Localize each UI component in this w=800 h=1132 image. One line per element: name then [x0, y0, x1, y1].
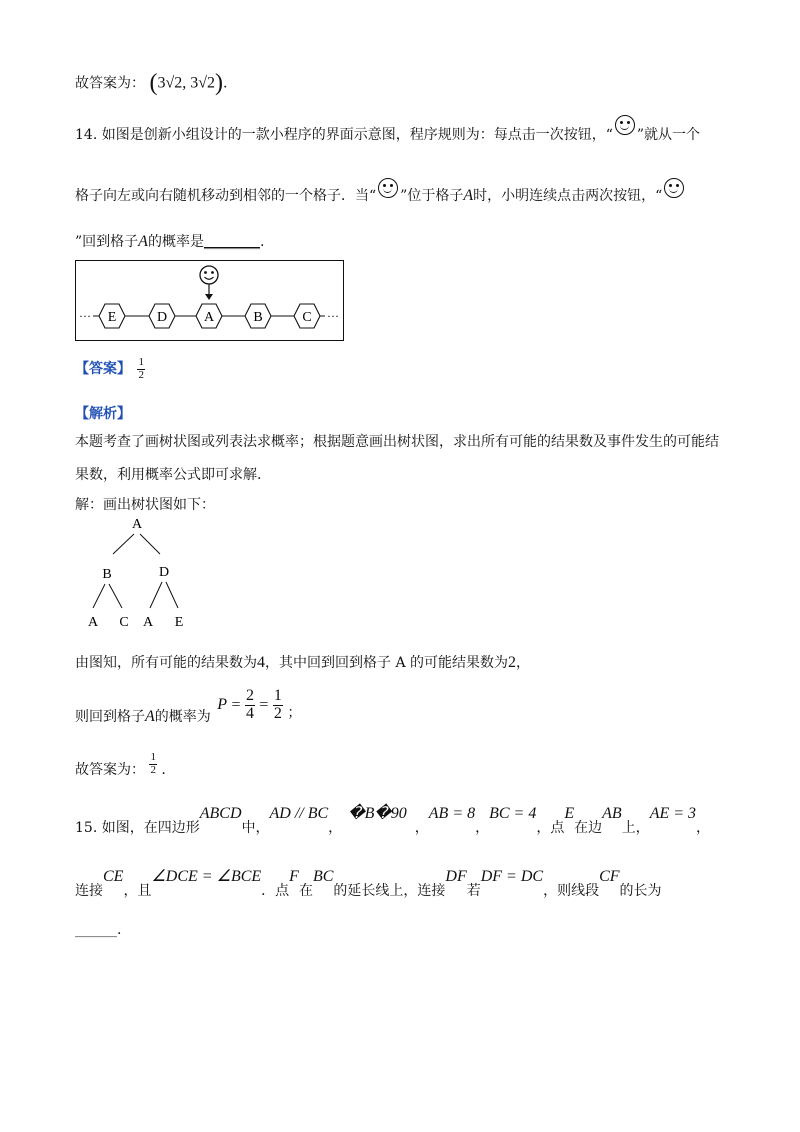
analysis-text: ，其中回到回到格子 A 的可能结果数为 [265, 655, 509, 671]
arrow-down-icon [205, 284, 213, 300]
tree-branch [140, 534, 160, 554]
q14-line-2 [75, 185, 686, 206]
q15-text: 若 [466, 883, 481, 899]
cell-label-a: A [463, 187, 474, 204]
analysis-text: 则回到格子 [75, 709, 145, 726]
prev-answer-prefix: 故答案为： [75, 75, 145, 92]
analysis-tag: 【解析】 [75, 406, 131, 422]
q14-line-1 [75, 124, 700, 145]
analysis-text: 的概率为 [154, 709, 211, 726]
prev-answer-value: 3√2, 3√2 [157, 74, 216, 92]
tree-leaf: C [119, 615, 129, 630]
probability-line [75, 687, 302, 726]
fraction-numerator: 1 [138, 356, 144, 368]
tree-branch [150, 582, 162, 608]
right-paren: ) [215, 70, 224, 96]
tree-leaf: A [142, 615, 154, 630]
answer-fraction [149, 752, 157, 776]
q15-text: 15. 如图，在四边形 [75, 820, 200, 836]
equals-sign: = [259, 696, 269, 714]
hex-label: E [107, 310, 117, 325]
probability-tree [80, 512, 200, 636]
q14-line-3 [75, 231, 264, 251]
tree-branch [166, 582, 178, 608]
fraction-numerator: 2 [245, 687, 254, 704]
tree-branch [109, 584, 122, 608]
angle-condition: �B�90 [348, 805, 407, 822]
q15-text: 连接 [75, 883, 103, 899]
q14-text: 时，小明连续点击两次按钮，“ [473, 188, 663, 204]
q14-text: ”就从一个 [636, 127, 701, 143]
tree-leaf: A [87, 615, 99, 630]
q15-text: ．点 [261, 883, 290, 899]
tree-node: D [158, 565, 170, 580]
q15-text: 在边 [574, 820, 603, 836]
analysis-text: 由图知，所有可能的结果数为 [75, 655, 257, 671]
hex-label: A [203, 310, 215, 325]
prev-answer-period: . [223, 75, 228, 92]
fraction-denominator: 4 [245, 704, 254, 722]
answer-line [75, 357, 145, 381]
side-ab: AB [602, 805, 622, 822]
prev-answer-line [75, 70, 227, 97]
tree-branch [113, 534, 134, 554]
q15-text: ，且 [123, 883, 152, 899]
probability-symbol: P [217, 696, 228, 714]
analysis-text: ， [516, 655, 531, 671]
point-e: E [564, 805, 575, 822]
fraction-2-over-4 [245, 688, 255, 723]
total-outcomes: 4 [257, 654, 265, 671]
fraction-numerator: 1 [273, 687, 282, 704]
segment-cf: CF [599, 868, 620, 885]
favorable-outcomes: 2 [508, 654, 517, 671]
hex-cell-e [99, 304, 125, 328]
segment-ce: CE [103, 868, 124, 885]
tree-node: B [102, 567, 112, 582]
length-bc: BC = 4 [489, 805, 537, 822]
hex-cell-c [294, 304, 320, 328]
final-answer-line [75, 751, 166, 779]
parallel-condition: AD // BC [269, 805, 329, 822]
q14-figure [75, 260, 345, 342]
analysis-paragraph: 果数，利用概率公式即可求解. [75, 467, 262, 483]
q14-text: 格子向左或向右随机移动到相邻的一个格子．当“ [75, 188, 377, 204]
analysis-paragraph: 本题考查了画树状图或列表法求概率；根据题意画出树状图，求出所有可能的结果数及事件发生的可能结 [75, 434, 719, 450]
analysis-text: . [161, 762, 166, 779]
analysis-paragraph: 解：画出树状图如下： [75, 497, 215, 513]
q14-text: ”回到格子 [75, 234, 139, 250]
fraction-denominator: 2 [273, 704, 282, 722]
fraction-1-over-2 [273, 688, 283, 723]
answer-blank: ________ [203, 234, 260, 250]
hex-cell-d [149, 304, 175, 328]
q15-text: ， [475, 820, 490, 836]
q15-text: 上， [621, 820, 650, 836]
point-f: F [289, 868, 299, 885]
answer-fraction [137, 357, 145, 381]
hex-label: D [156, 310, 168, 325]
q15-text: 的延长线上，连接 [333, 883, 446, 899]
q15-line-1 [75, 803, 711, 836]
equals-sign: = [231, 696, 241, 714]
left-paren: ( [149, 70, 158, 96]
hex-label: C [302, 310, 312, 325]
answer-tag: 【答案】 [75, 361, 131, 378]
dots-right: ··· [327, 309, 339, 323]
q15-text: ， [414, 820, 429, 836]
q15-answer-blank: ______. [75, 922, 122, 938]
length-ae: AE = 3 [649, 805, 697, 822]
quadrilateral-name: ABCD [199, 805, 242, 822]
smiley-icon [664, 178, 684, 198]
q14-text: 的概率是 [147, 234, 204, 250]
hex-cell-b [245, 304, 271, 328]
analysis-text: 故答案为： [75, 762, 145, 779]
tree-root: A [131, 517, 143, 532]
dots-left: ··· [79, 309, 91, 323]
analysis-count-line [75, 652, 530, 672]
angle-equality: ∠DCE = ∠BCE [151, 868, 262, 885]
q14-text: ”位于格子 [400, 188, 464, 204]
q15-text: ，点 [536, 820, 565, 836]
q15-text: 中， [241, 820, 270, 836]
analysis-text: ； [287, 705, 302, 722]
q15-text: ， [328, 820, 343, 836]
q15-text: 在 [298, 883, 313, 899]
q15-text: 的长为 [619, 883, 662, 899]
tree-branch [93, 584, 105, 608]
segment-bc: BC [312, 868, 334, 885]
q15-text: ，则线段 [543, 883, 600, 899]
fraction-denominator: 2 [150, 763, 156, 776]
length-equality: DF = DC [480, 868, 544, 885]
q14-period: . [259, 234, 265, 250]
fraction-denominator: 2 [138, 368, 144, 381]
length-ab: AB = 8 [428, 805, 476, 822]
segment-df: DF [445, 868, 467, 885]
hex-cell-a [196, 304, 222, 328]
cell-label-a: A [145, 708, 155, 726]
fraction-numerator: 1 [150, 751, 156, 763]
smiley-icon [615, 115, 635, 135]
smiley-icon [200, 266, 218, 284]
tree-leaf: E [174, 615, 184, 630]
q14-text: 14. 如图是创新小组设计的一款小程序的界面示意图，程序规则为：每点击一次按钮，“ [75, 127, 613, 143]
smiley-icon [378, 178, 398, 198]
q15-line-2 [75, 866, 662, 899]
cell-label-a: A [138, 233, 148, 250]
hex-label: B [253, 310, 263, 325]
q15-text: ， [696, 820, 711, 836]
